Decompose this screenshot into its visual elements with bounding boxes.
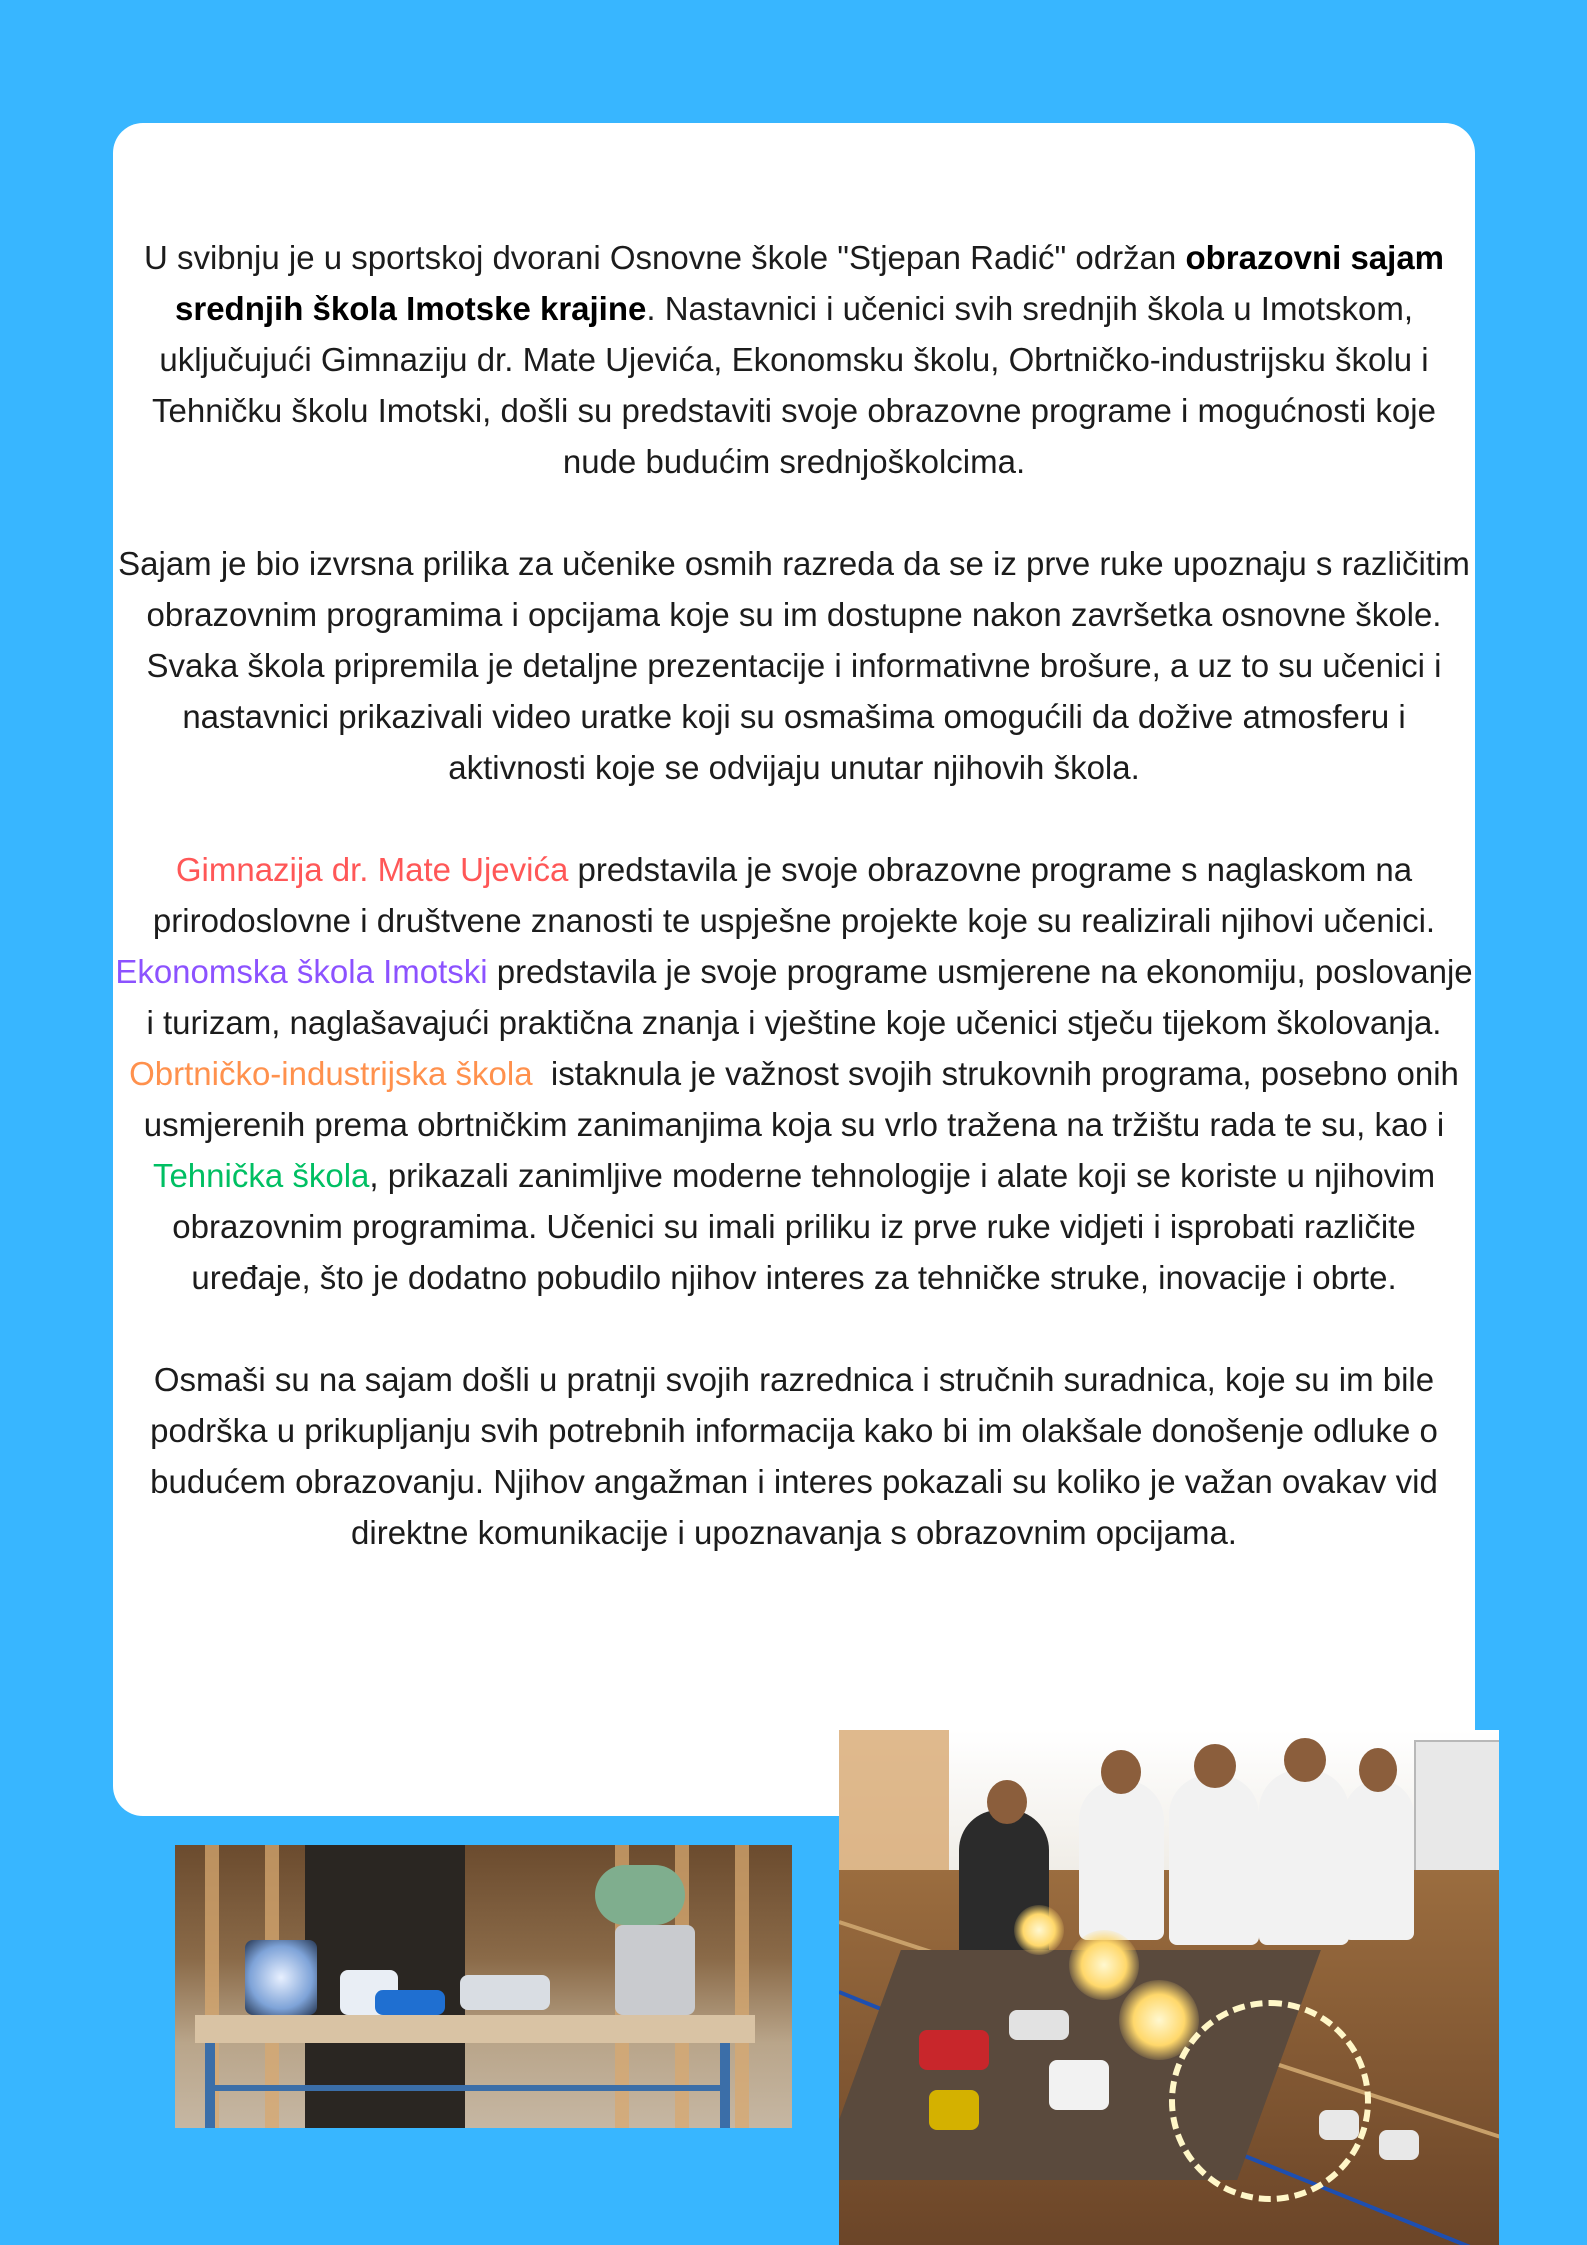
robot-car bbox=[375, 1990, 445, 2015]
fair-title: obrazovni sajam srednjih škola Imotske krajine bbox=[175, 239, 1445, 327]
student bbox=[1344, 1780, 1414, 1940]
school-name-gimnazija: Gimnazija dr. Mate Ujevića bbox=[175, 851, 569, 888]
article-text bbox=[113, 232, 1475, 1609]
photo-students-tech-table bbox=[839, 1730, 1499, 2245]
school-name-obrtnicka: Obrtničko-industrijska škola bbox=[129, 1055, 533, 1092]
led-logo-ring bbox=[1169, 2000, 1371, 2202]
student bbox=[1079, 1780, 1164, 1940]
school-name-ekonomska: Ekonomska škola Imotski bbox=[115, 953, 488, 990]
paragraph-schools: Gimnazija dr. Mate Ujevića predstavila je svoje obrazovne programe s naglaskom na prirodoslovne i društvene znanosti te uspješne projekte koje su realizirali njihovi učenici. Ekonomska škola Imotski predstavila je svoje programe usmjerene na ekonomiju, poslovanje i turizam, naglašavajući praktična znanja i vještine koje učenici stječu tijekom školovanja. Obrtničko-industrijska škola istaknula je važnost svojih strukovnih programa, posebno onih usmjerenih prema obrtničkim zanimanjima koja su vrlo tražena na tržištu rada te su, kao i Tehnička škola, prikazali zanimljive moderne tehnologije i alate koji se koriste u njihovim obrazovnim programima. Učenici su imali priliku iz prve ruke vidjeti i isprobati različite uređaje, što je dodatno pobudilo njihov interes za tehničke struke, inovacije i obrte. bbox=[115, 851, 1473, 1296]
student bbox=[1169, 1775, 1259, 1945]
engine-block bbox=[615, 1925, 695, 2015]
robot-ball-box bbox=[245, 1940, 317, 2015]
paragraph-conclusion: Osmaši su na sajam došli u pratnji svojih razrednica i stručnih suradnica, koje su im bile podrška u prikupljanju svih potrebnih informacija kako bi im olakšale donošenje odluke o budućem obrazovanju. Njihov angažman i interes pokazali su koliko je važan ovakav vid direktne komunikacije i upoznavanja s obrazovnim opcijama. bbox=[150, 1361, 1438, 1551]
paragraph-intro: U svibnju je u sportskoj dvorani Osnovne škole "Stjepan Radić" održan obrazovni sajam srednjih škola Imotske krajine. Nastavnici i učenici svih srednjih škola u Imotskom, uključujući Gimnaziju dr. Mate Ujevića, Ekonomsku školu, Obrtničko-industrijsku školu i Tehničku školu Imotski, došli su predstaviti svoje obrazovne programe i mogućnosti koje nude budućim srednjoškolcima. bbox=[143, 239, 1445, 480]
spider-robot bbox=[460, 1975, 550, 2010]
school-name-tehnicka: Tehnička škola bbox=[152, 1157, 370, 1194]
engine-tank bbox=[595, 1865, 685, 1925]
paragraph-opportunity: Sajam je bio izvrsna prilika za učenike osmih razreda da se iz prve ruke upoznaju s različitim obrazovnim programima i opcijama koje su im dostupne nakon završetka osnovne škole. Svaka škola pripremila je detaljne prezentacije i informativne brošure, a uz to su učenici i nastavnici prikazivali video uratke koji su osmašima omogućili da dožive atmosferu i aktivnosti koje se odvijaju unutar njihovih škola. bbox=[118, 545, 1470, 786]
student bbox=[1259, 1770, 1349, 1945]
photo-robots-table bbox=[175, 1845, 792, 2128]
